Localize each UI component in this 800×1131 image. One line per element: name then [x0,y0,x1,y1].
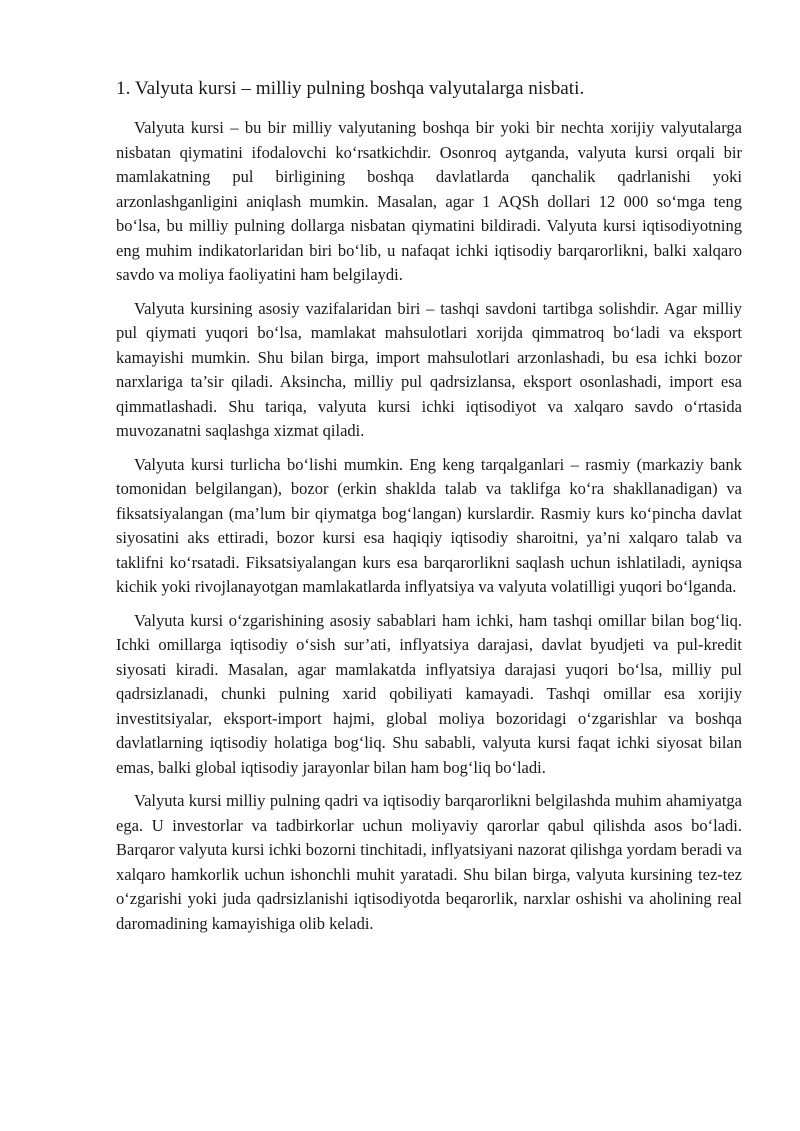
paragraph-importance: Valyuta kursi milliy pulning qadri va iqtisodiy barqarorlikni belgilashda muhim ahamiyatga ega. U investorlar va tadbirkorlar uchun moliyaviy qarorlar qabul qilishda asos bo‘ladi. Barqaror valyuta kursi ichki bozorni tinchitadi, inflyatsiyani nazorat qilishga yordam beradi va xalqaro hamkorlik uchun ishonchli muhit yaratadi. Shu bilan birga, valyuta kursining tez-tez o‘zgarishi yoki juda qadrsizlanishi iqtisodiyotda beqarorlik, narxlar oshishi va aholining real daromadining kamayishiga olib keladi. [116,791,742,933]
paragraph-trade-function: Valyuta kursining asosiy vazifalaridan biri – tashqi savdoni tartibga solishdir. Agar milliy pul qiymati yuqori bo‘lsa, mamlakat mahsulotlari xorijda qimmatroq bo‘ladi va eksport kamayishi mumkin. Shu bilan birga, import mahsulotlari arzonlashadi, bu esa ichki bozor narxlariga ta’sir qiladi. Aksincha, milliy pul qadrsizlansa, eksport osonlashadi, import esa qimmatlashadi. Shu tariqa, valyuta kursi ichki iqtisodiyot va xalqaro savdo o‘rtasida muvozanatni saqlashga xizmat qiladi. [116,298,742,440]
document-body [116,76,742,945]
paragraph-change-factors: Valyuta kursi o‘zgarishining asosiy sabablari ham ichki, ham tashqi omillar bilan bog‘liq. Ichki omillarga iqtisodiy o‘sish sur’ati, inflyatsiya darajasi, davlat byudjeti va pul-kredit siyosati kiradi. Masalan, agar mamlakatda inflyatsiya darajasi yuqori bo‘lsa, milliy pul qadrsizlanadi, chunki pulning xarid qobiliyati kamayadi. Tashqi omillar esa xorijiy investitsiyalar, eksport-import hajmi, global moliya bozoridagi o‘zgarishlar va boshqa davlatlarning iqtisodiy holatiga bog‘liq. Shu sababli, valyuta kursi faqat ichki siyosat bilan emas, balki global iqtisodiy jarayonlar bilan ham bog‘liq bo‘ladi. [116,610,742,777]
section-heading: 1. Valyuta kursi – milliy pulning boshqa valyutalarga nisbati. [116,78,585,99]
paragraph-rate-types: Valyuta kursi turlicha bo‘lishi mumkin. Eng keng tarqalganlari – rasmiy (markaziy bank tomonidan belgilangan), bozor (erkin shaklda talab va taklifga ko‘ra shakllanadigan) va fiksatsiyalangan (ma’lum bir qiymatga bog‘langan) kurslardir. Rasmiy kurs ko‘pincha davlat siyosatini aks ettiradi, bozor kursi esa haqiqiy iqtisodiy sharoitni, ya’ni xalqaro talab va taklifni ko‘rsatadi. Fiksatsiyalangan kurs esa barqarorlikni saqlash uchun ishlatiladi, ayniqsa kichik yoki rivojlanayotgan mamlakatlarda inflyatsiya va valyuta volatilligi yuqori bo‘lganda. [116,454,742,596]
paragraph-definition: Valyuta kursi – bu bir milliy valyutaning boshqa bir yoki bir nechta xorijiy valyutalarga nisbatan qiymatini ifodalovchi ko‘rsatkichdir. Osonroq aytganda, valyuta kursi orqali bir mamlakatning pul birligining boshqa davlatlarda qanchalik qadrlanishi yoki arzonlashganligini aniqlash mumkin. Masalan, agar 1 AQSh dollari 12 000 so‘mga teng bo‘lsa, bu milliy pulning dollarga nisbatan qiymatini bildiradi. Valyuta kursi iqtisodiyotning eng muhim indikatorlaridan biri bo‘lib, u nafaqat ichki iqtisodiy barqarorlikni, balki xalqaro savdo va moliya faoliyatini ham belgilaydi. [116,118,742,284]
